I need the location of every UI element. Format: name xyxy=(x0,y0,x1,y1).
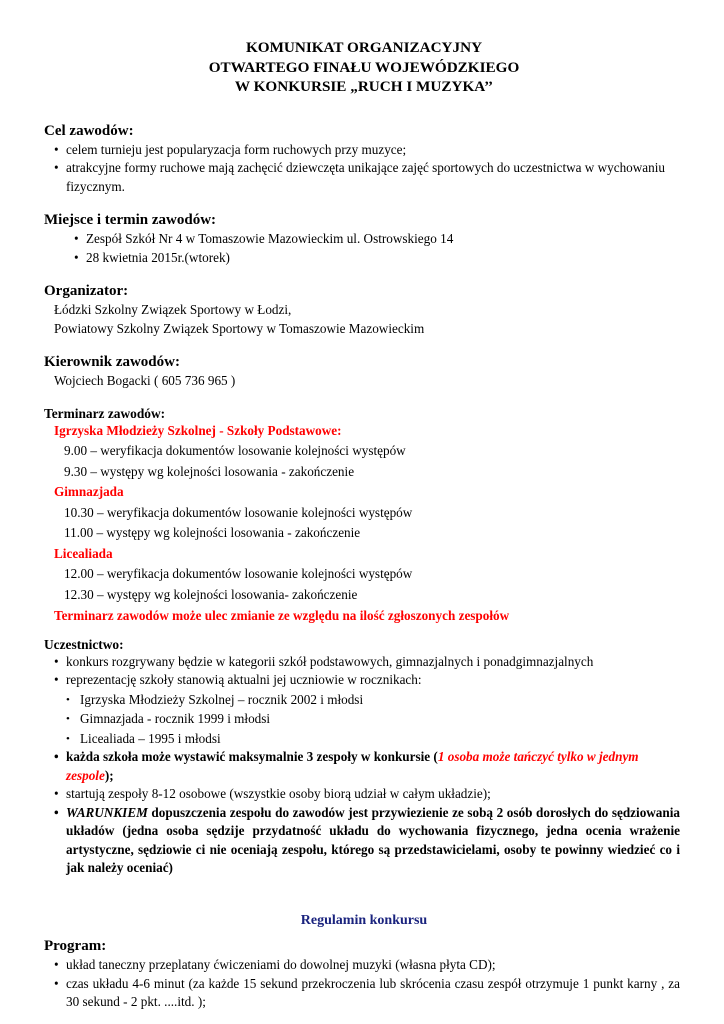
title-line-2: OTWARTEGO FINAŁU WOJEWÓDZKIEGO xyxy=(208,58,520,76)
uczestnictwo-item: • reprezentację szkoły stanowią aktualni jej uczniowie w rocznikach: xyxy=(44,671,684,690)
uczestnictwo-sub-item: • Igrzyska Młodzieży Szkolnej – rocznik 2002 i młodsi xyxy=(44,691,684,710)
miejsce-heading: Miejsce i termin zawodów: xyxy=(44,212,217,228)
terminarz-line: 9.30 – występy wg kolejności losowania - zakończenie xyxy=(64,463,355,479)
section-terminarz xyxy=(44,405,684,626)
section-uczestnictwo xyxy=(44,636,684,878)
terminarz-group-name: Igrzyska Młodzieży Szkolnej - Szkoły Podstawowe: xyxy=(54,422,342,438)
kierownik-heading: Kierownik zawodów: xyxy=(44,354,180,370)
organizator-heading: Organizator: xyxy=(44,283,129,299)
terminarz-line: 10.30 – weryfikacja dokumentów losowanie kolejności występów xyxy=(64,504,413,520)
terminarz-line: 9.00 – weryfikacja dokumentów losowanie kolejności występów xyxy=(64,443,406,458)
terminarz-group-name: Licealiada xyxy=(54,545,113,561)
uczestnictwo-item xyxy=(44,748,658,785)
limit-end: ); xyxy=(104,767,114,783)
title-line-3: W KONKURSIE „RUCH I MUZYKA’’ xyxy=(234,78,494,95)
section-organizator xyxy=(44,281,684,338)
section-miejsce xyxy=(44,210,684,267)
section-kierownik xyxy=(44,352,684,391)
terminarz-group-name: Gimnazjada xyxy=(54,484,124,499)
uczestnictwo-sub-item: • Licealiada – 1995 i młodsi xyxy=(44,730,684,749)
document-page xyxy=(44,38,684,1012)
terminarz-heading: Terminarz zawodów: xyxy=(44,405,166,421)
program-heading: Program: xyxy=(44,938,107,954)
warunkiem-rest: dopuszczenia zespołu do zawodów jest przywiezienie ze sobą 2 osób dorosłych do sędziowania układów (jedna osoba sędzije przydatność układu do wychowania fizycznego, jedna ocenia wrażenie artystyczne, sędziowie ci nie oceniają zespołu, którego są przedstawicielami, osoby te powinny wiedzieć co i jak należy oceniać) xyxy=(66,804,680,875)
kierownik-line: Wojciech Bogacki ( 605 736 965 ) xyxy=(54,373,236,388)
limit-text: każda szkoła może wystawić maksymalnie 3 zespoły w konkursie ( xyxy=(66,749,438,764)
limit-note: 1 osoba może tańczyć tylko w jednym zespole xyxy=(66,749,639,783)
organizator-line: Powiatowy Szkolny Związek Sportowy w Tomaszowie Mazowieckim xyxy=(54,320,425,336)
uczestnictwo-item xyxy=(44,804,680,878)
organizator-line: Łódzki Szkolny Związek Sportowy w Łodzi, xyxy=(54,302,292,317)
program-item: • czas układu 4-6 minut (za każde 15 sekund przekroczenia lub skrócenia czasu zespół otrzymuje 1 punkt karny , za 30 sekund - 2 pkt. ....itd. ); xyxy=(44,975,680,1012)
terminarz-line: 12.00 – weryfikacja dokumentów losowanie kolejności występów xyxy=(64,566,413,581)
program-item: • układ taneczny przeplatany ćwiczeniami do dowolnej muzyki (własna płyta CD); xyxy=(44,956,684,975)
section-cel xyxy=(44,121,684,197)
miejsce-item: • 28 kwietnia 2015r.(wtorek) xyxy=(44,249,684,268)
uczestnictwo-heading: Uczestnictwo: xyxy=(44,636,124,652)
terminarz-line: 11.00 – występy wg kolejności losowania - zakończenie xyxy=(64,525,361,540)
cel-item: • atrakcyjne formy ruchowe mają zachęcić dziewczęta unikające zajęć sportowych do uczestnictwa w wychowaniu fizycznym. xyxy=(44,159,678,196)
cel-heading: Cel zawodów: xyxy=(44,122,134,139)
terminarz-note: Terminarz zawodów może ulec zmianie ze względu na ilość zgłoszonych zespołów xyxy=(54,608,510,623)
regulamin-heading: Regulamin konkursu xyxy=(300,912,428,928)
uczestnictwo-sub-item: • Gimnazjada - rocznik 1999 i młodsi xyxy=(44,710,684,729)
uczestnictwo-item: • startują zespoły 8-12 osobowe (wszystkie osoby biorą udział w całym układzie); xyxy=(44,785,684,804)
section-program xyxy=(44,936,684,1012)
uczestnictwo-item: • konkurs rozgrywany będzie w kategorii szkół podstawowych, gimnazjalnych i ponadgimnazjalnych xyxy=(44,653,684,672)
document-title xyxy=(44,38,684,97)
warunkiem-text: WARUNKIEM xyxy=(66,804,148,820)
cel-item: • celem turnieju jest popularyzacja form ruchowych przy muzyce; xyxy=(44,141,684,160)
terminarz-line: 12.30 – występy wg kolejności losowania- zakończenie xyxy=(64,586,358,602)
miejsce-item: • Zespół Szkół Nr 4 w Tomaszowie Mazowieckim ul. Ostrowskiego 14 xyxy=(44,230,684,249)
title-line-1: KOMUNIKAT ORGANIZACYJNY xyxy=(245,39,483,56)
